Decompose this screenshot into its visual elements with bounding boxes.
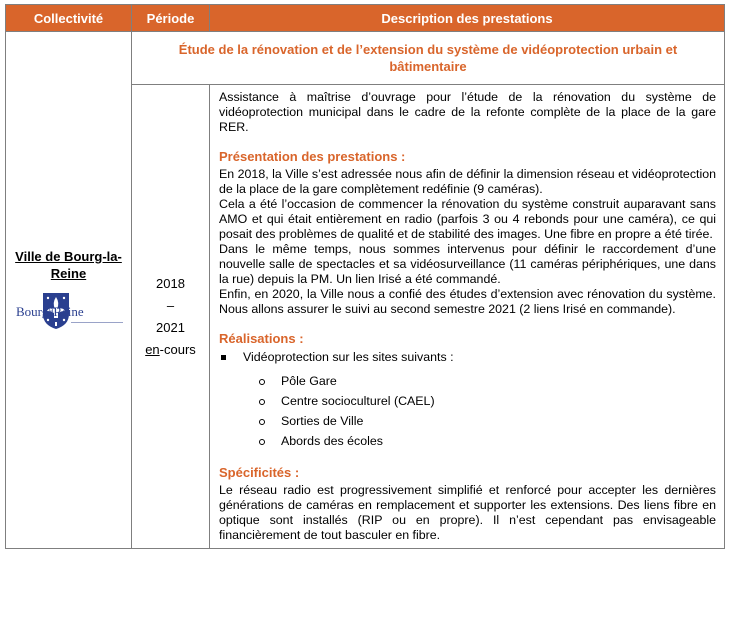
- references-table: [5, 4, 725, 549]
- realisations-title: Réalisations :: [219, 331, 304, 346]
- header-collectivite: Collectivité: [6, 5, 132, 32]
- circle-bullet-icon: [259, 419, 265, 425]
- fleur-de-lis-shield-icon: [13, 292, 125, 330]
- specificites-title: Spécificités :: [219, 465, 300, 480]
- intro-text: Assistance à maîtrise d’ouvrage pour l’étude de la rénovation du système de vidéoprotection municipal dans le cadre de la refonte complète de la place de la gare RER.: [219, 90, 716, 134]
- periode-start: 2018: [156, 275, 185, 291]
- presentation-paragraph: En 2018, la Ville s’est adressée nous afin de définir la dimension réseau et vidéoprotection de la place de la gare complètement redéfinie (9 caméras).: [219, 167, 716, 196]
- list-item: Pôle Gare: [243, 371, 716, 391]
- logo-text: Bourg$^{la}$Reine: [15, 303, 84, 319]
- circle-bullet-icon: [259, 439, 265, 445]
- sites-list: [243, 371, 716, 451]
- project-row: [6, 32, 725, 85]
- header-periode: Période: [132, 5, 210, 32]
- circle-bullet-icon: [259, 379, 265, 385]
- presentation-paragraph: Cela a été l’occasion de commencer la rénovation du système construit auparavant sans AMO et qui était entièrement en radio (parfois 3 ou 4 rebonds pour une caméra), ce qui posait des problèmes de qualité et de stabilité des images. Une fibre en propre a été tirée.: [219, 197, 716, 241]
- description-cell: [210, 85, 725, 549]
- presentation-paragraph: Dans le même temps, nous sommes intervenus pour définir le raccordement d’une nouvelle salle de spectacles et sa vidéosurveillance (11 caméras périphériques, une dans la rue) depuis la PM. Un lien Irisé a été commandé.: [219, 242, 716, 286]
- periode-end: 2021: [156, 319, 185, 335]
- periode-dash: –: [166, 297, 175, 313]
- specificites-text: Le réseau radio est progressivement simplifié et renforcé pour accepter les dernières générations de caméras en remplacement et supporter les extensions. Des liens fibre en optique sont installés (RIP ou en propre). Il n’est cependant pas envisageable financièrement de tout basculer en fibre.: [219, 483, 716, 542]
- periode-cell: [132, 85, 210, 549]
- circle-bullet-icon: [259, 399, 265, 405]
- collectivite-name: Ville de Bourg-la-Reine: [15, 248, 122, 281]
- header-row: [6, 5, 725, 32]
- collectivite-cell: [6, 32, 132, 549]
- header-description: Description des prestations: [210, 5, 725, 32]
- bourg-la-reine-logo: [13, 292, 125, 330]
- periode-status: en-cours: [145, 341, 196, 357]
- presentation-paragraph: Enfin, en 2020, la Ville nous a confié des études d’extension avec rénovation du système. Nous allons assurer le suivi au second semestre 2021 (2 liens Irisé en commande).: [219, 287, 716, 316]
- list-item: Centre socioculturel (CAEL): [243, 391, 716, 411]
- project-title: Étude de la rénovation et de l’extension du système de vidéoprotection urbain et bâtimentaire: [132, 32, 725, 85]
- presentation-title: Présentation des prestations :: [219, 149, 406, 164]
- list-item: Abords des écoles: [243, 431, 716, 451]
- square-bullet-icon: [221, 355, 226, 360]
- list-item: Sorties de Ville: [243, 411, 716, 431]
- realisations-list: [219, 350, 716, 451]
- list-item: Vidéoprotection sur les sites suivants : Pôle Gare Centre socioculturel (CAEL) Sorties de Ville Abords des écoles: [219, 350, 716, 451]
